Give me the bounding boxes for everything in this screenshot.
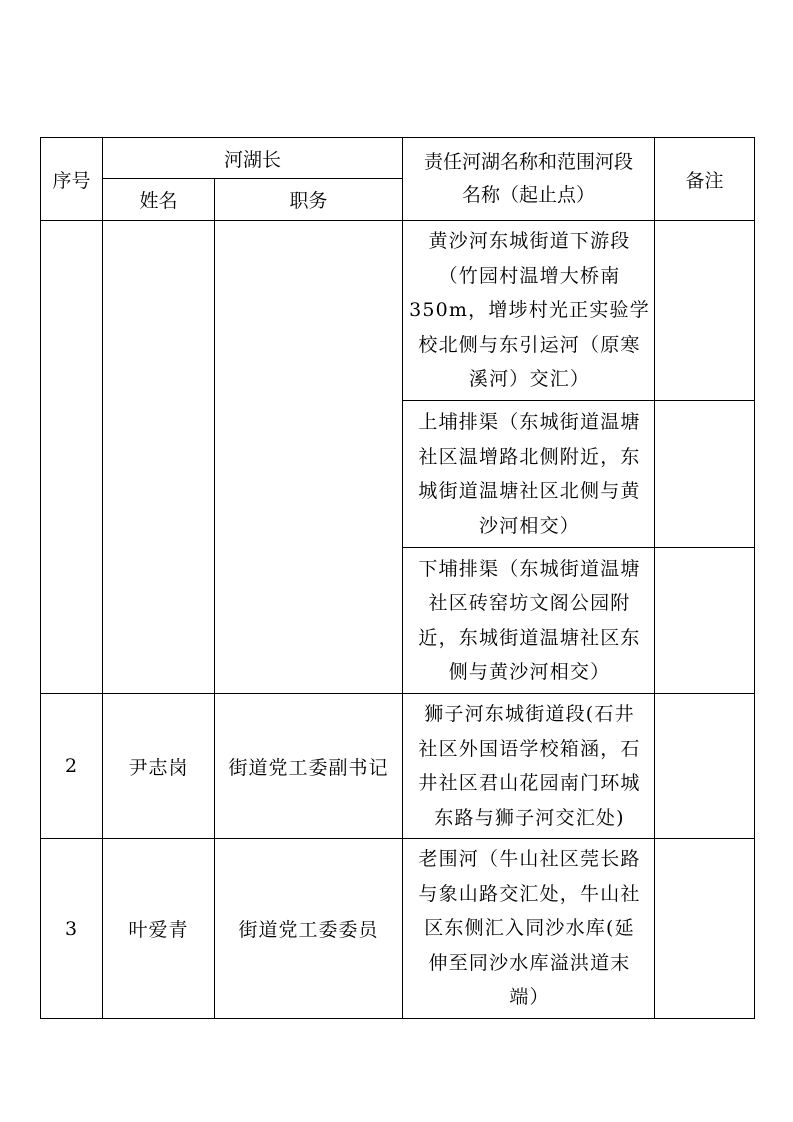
range-line: 350m，增埗村光正实验学: [409, 299, 650, 322]
table-row: [41, 694, 755, 839]
range-line: 下埔排渠（东城街道温塘: [418, 557, 641, 580]
range-line: 上埔排渠（东城街道温塘: [418, 411, 641, 433]
remarks-cell: [655, 548, 755, 694]
table-row: [41, 221, 755, 401]
remarks-cell: [655, 839, 755, 1019]
header-name: 姓名: [103, 179, 215, 221]
header-remarks: 备注: [655, 138, 755, 221]
table-header-row: [41, 138, 755, 179]
header-river-chief: 河湖长: [103, 138, 403, 179]
name-cell: 叶爱青: [103, 839, 215, 1019]
range-cell: [403, 548, 655, 694]
range-cell: [403, 694, 655, 839]
seq-cell: 3: [41, 839, 103, 1019]
position-cell: 街道党工委副书记: [215, 694, 403, 839]
position-cell: [215, 221, 403, 694]
range-line: 老围河（牛山社区莞长路: [418, 848, 641, 871]
river-chief-table: [40, 137, 755, 1019]
range-line: 沙河相交）: [479, 514, 581, 537]
range-line: 区东侧汇入同沙水库(延: [424, 917, 635, 940]
header-position: 职务: [215, 179, 403, 221]
range-cell: [403, 839, 655, 1019]
range-line: 城街道温塘社区北侧与黄: [418, 480, 641, 502]
range-cell: [403, 221, 655, 401]
range-line: 校北侧与东引运河（原寒: [418, 333, 641, 356]
range-line: （竹园村温增大桥南: [438, 264, 621, 287]
table-row: [41, 839, 755, 1019]
header-range-line-2: 名称（起止点）: [462, 184, 596, 206]
position-cell: 街道党工委委员: [215, 839, 403, 1019]
range-line: 狮子河东城街道段(石井: [424, 703, 635, 725]
range-line: 溪河）交汇）: [468, 368, 591, 391]
name-cell: [103, 221, 215, 694]
range-line: 黄沙河东城街道下游段: [428, 230, 631, 253]
range-cell: [403, 401, 655, 548]
header-range: [403, 138, 655, 221]
seq-cell: 2: [41, 694, 103, 839]
range-line: 近，东城街道温塘社区东: [418, 626, 641, 649]
name-cell: 尹志岗: [103, 694, 215, 839]
range-line: 与象山路交汇处，牛山社: [418, 882, 641, 905]
range-line: 社区外国语学校箱涵，石: [418, 737, 641, 760]
range-line: 井社区君山花园南门环城: [418, 772, 641, 794]
seq-cell: [41, 221, 103, 694]
header-range-line-1: 责任河湖名称和范围河段: [424, 151, 634, 173]
range-line: 社区砖窑坊文阁公园附: [428, 592, 631, 614]
remarks-cell: [655, 221, 755, 401]
range-line: 东路与狮子河交汇处): [434, 806, 625, 829]
range-line: 端）: [509, 986, 550, 1009]
range-line: 侧与黄沙河相交）: [448, 661, 611, 683]
remarks-cell: [655, 694, 755, 839]
range-line: 社区温增路北侧附近，东: [418, 445, 641, 468]
range-line: 伸至同沙水库溢洪道末: [428, 951, 631, 974]
header-seq: 序号: [41, 138, 103, 221]
remarks-cell: [655, 401, 755, 548]
